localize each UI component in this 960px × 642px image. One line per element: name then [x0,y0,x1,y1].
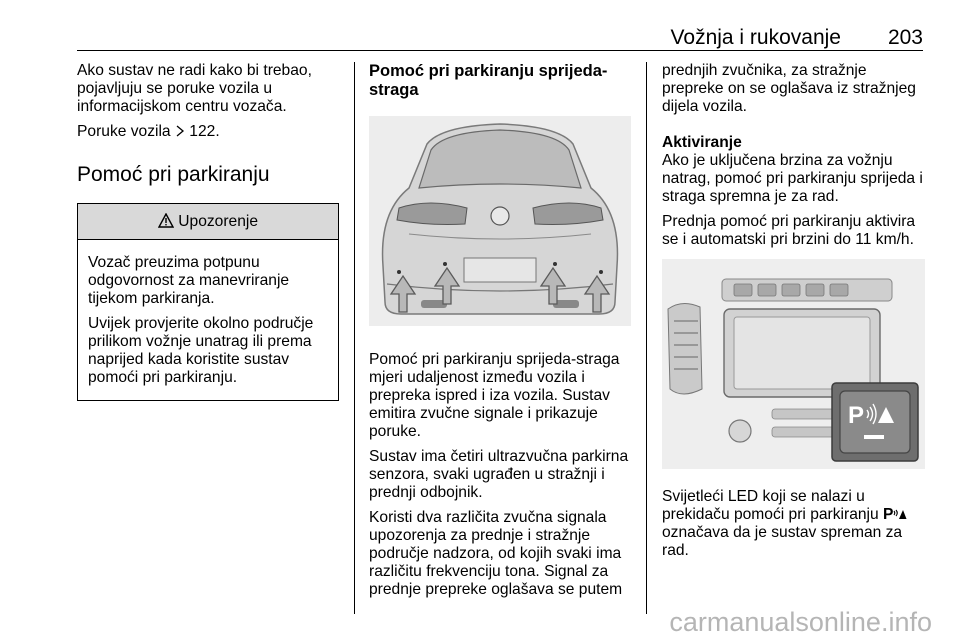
paragraph: Ako sustav ne radi kako bi trebao, pojavljuju se poruke vozila u informacijskom centru vozača. [77,62,312,115]
paragraph-text: Svijetleći LED koji se nalazi u prekidaču pomoći pri parkiranju [662,488,879,523]
paragraph: prednjih zvučnika, za stražnje prepreke on se oglašava iz stražnjeg dijela vozila. [662,62,916,115]
subsection-heading: Pomoć pri parkiranju sprijeda-straga [369,62,608,99]
dashboard-illustration [662,259,925,469]
paragraph-with-symbol [662,488,927,560]
paragraph: Prednja pomoć pri parkiranju aktivira se i automatski pri brzini do 11 km/h. [662,213,916,248]
paragraph: Koristi dva različita zvučna signala upozorenja za prednje i stražnje područje nadzora, od kojih svaki ima različitu frekvenciju tona. Signal za prednje prepreke oglašava se putem [369,509,623,598]
parking-assist-symbol-icon: P [883,506,907,523]
warning-title: Upozorenje [178,213,259,230]
warning-header [78,204,338,240]
header-title: Vožnja i rukovanje [670,26,841,49]
warning-triangle-icon [158,213,178,230]
warning-box [77,203,339,401]
warning-paragraph: Uvijek provjerite okolno područje prilikom vožnje unatrag ili prema naprijed kada koristite sustav pomoći pri parkiranju. [88,315,314,386]
paragraph: Pomoć pri parkiranju sprijeda-straga mjeri udaljenost između vozila i prepreka ispred i iza vozila. Sustav emitira zvučne signale i prikazuje poruke. [369,351,620,440]
watermark: carmanualsonline.info [669,607,932,637]
warning-paragraph: Vozač preuzima potpunu odgovornost za manevriranje tijekom parkiranja. [88,254,290,307]
column-3 [662,62,927,567]
page-header [77,22,923,51]
column-1 [77,62,339,401]
car-rear-figure [369,116,633,331]
page-number: 203 [887,26,923,49]
column-2 [369,62,633,606]
page-ref-icon [175,123,189,140]
paragraph-reference [77,123,339,141]
paragraph: Ako je uključena brzina za vožnju natrag, pomoć pri parkiranju sprijeda i straga spremna je za rad. [662,152,923,205]
section-title: Pomoć pri parkiranju [77,163,270,186]
reference-text: Poruke vozila [77,123,171,140]
activation-heading: Aktiviranje [662,134,742,151]
warning-body [78,240,338,400]
car-rear-illustration [369,116,631,326]
reference-page: 122. [189,123,220,140]
column-divider [646,62,647,614]
column-divider [354,62,355,614]
dashboard-figure [662,259,927,474]
paragraph-text: označava da je sustav spreman za rad. [662,524,903,559]
parking-button-label: P [848,402,865,429]
paragraph: Sustav ima četiri ultrazvučna parkirna senzora, svaki ugrađen u stražnji i prednji odbojnik. [369,448,629,501]
